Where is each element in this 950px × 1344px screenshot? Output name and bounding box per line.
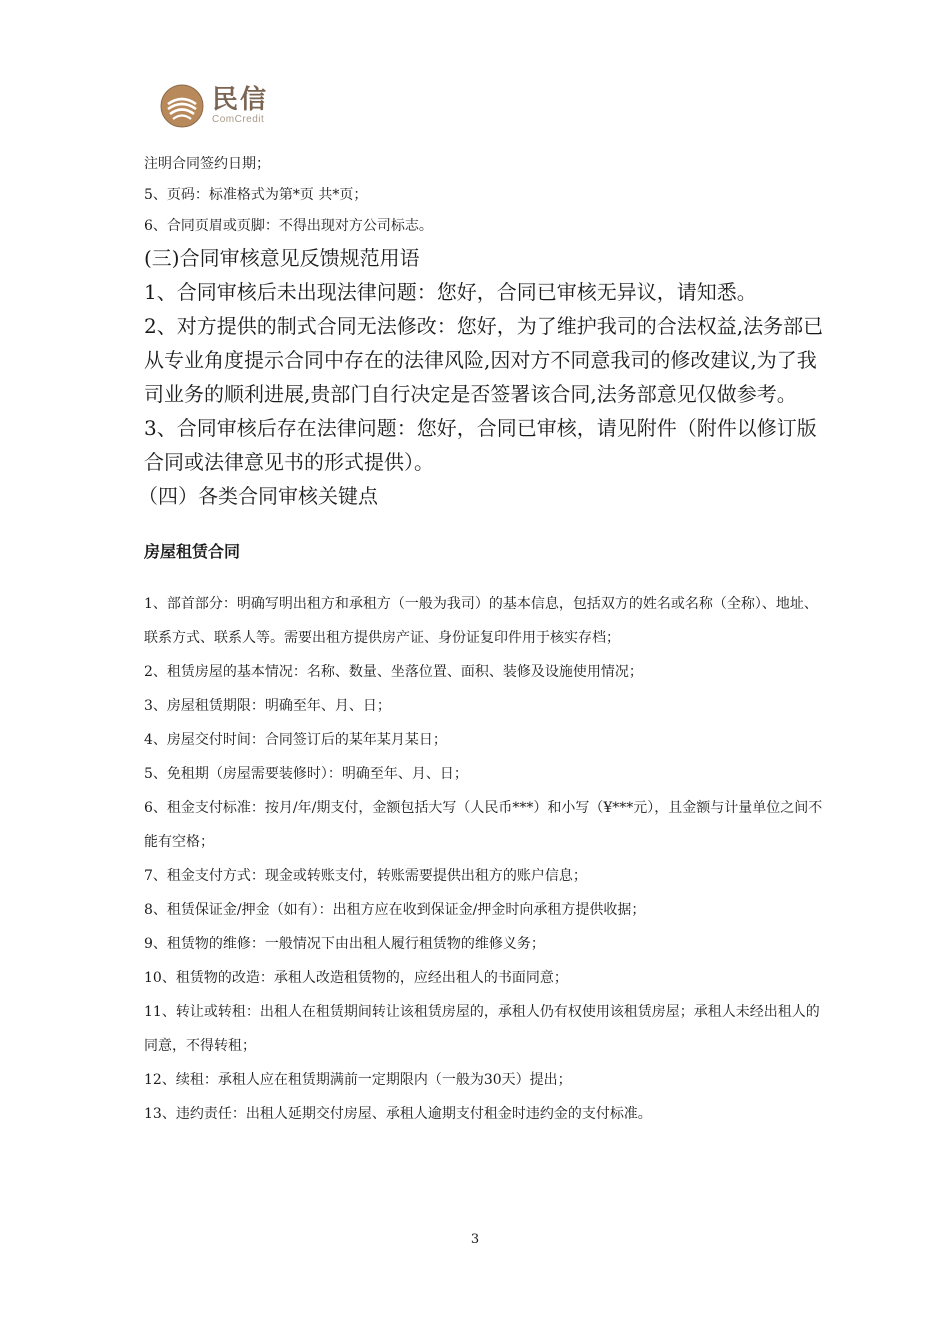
lease-item: 12、续租：承租人应在租赁期满前一定期限内（一般为30天）提出； xyxy=(144,1072,572,1088)
intro-line: 5、页码：标准格式为第*页 共*页； xyxy=(144,187,368,203)
lease-item: 6、租金支付标准：按月/年/期支付，金额包括大写（人民币***）和小写（¥***元），且金额与计量单位之间不能有空格； xyxy=(144,800,823,850)
section-four-heading: （四）各类合同审核关键点 xyxy=(138,484,378,508)
lease-item: 8、租赁保证金/押金（如有）：出租方应在收到保证金/押金时向承租方提供收据； xyxy=(144,902,646,918)
house-lease-heading: 房屋租赁合同 xyxy=(144,542,241,561)
lease-item: 9、租赁物的维修：一般情况下由出租人履行租赁物的维修义务； xyxy=(144,936,545,952)
lease-item: 13、违约责任：出租人延期交付房屋、承租人逾期支付租金时违约金的支付标准。 xyxy=(144,1106,652,1122)
intro-line: 6、合同页眉或页脚：不得出现对方公司标志。 xyxy=(144,218,433,234)
section-three-item: 3、合同审核后存在法律问题：您好，合同已审核，请见附件（附件以修订版合同或法律意见书的形式提供）。 xyxy=(144,416,817,474)
logo-english-name: ComCredit xyxy=(212,114,265,125)
comcredit-logo-icon xyxy=(160,84,204,128)
lease-item: 3、房屋租赁期限：明确至年、月、日； xyxy=(144,698,391,714)
section-three-item: 2、对方提供的制式合同无法修改：您好，为了维护我司的合法权益,法务部已从专业角度提示合同中存在的法律风险,因对方不同意我司的修改建议,为了我司业务的顺利进展,贵部门自行决定是否签署该合同,法务部意见仅做参考。 xyxy=(144,314,824,406)
section-three-item: 1、合同审核后未出现法律问题：您好，合同已审核无异议，请知悉。 xyxy=(144,280,757,304)
intro-line: 注明合同签约日期； xyxy=(144,156,270,172)
logo-text xyxy=(212,86,268,126)
lease-item: 5、免租期（房屋需要装修时）：明确至年、月、日； xyxy=(144,766,468,782)
page-number: 3 xyxy=(470,1232,480,1247)
lease-item: 2、租赁房屋的基本情况：名称、数量、坐落位置、面积、装修及设施使用情况； xyxy=(144,664,643,680)
company-logo xyxy=(160,84,268,128)
document-body xyxy=(138,148,824,1131)
lease-item: 7、租金支付方式：现金或转账支付，转账需要提供出租方的账户信息； xyxy=(144,868,587,884)
logo-chinese-name: 民信 xyxy=(212,85,269,115)
lease-item: 11、转让或转租：出租人在租赁期间转让该租赁房屋的，承租人仍有权使用该租赁房屋；承租人未经出租人的同意，不得转租； xyxy=(144,1004,820,1054)
lease-item: 10、租赁物的改造：承租人改造租赁物的，应经出租人的书面同意； xyxy=(144,970,568,986)
lease-item: 1、部首部分：明确写明出租方和承租方（一般为我司）的基本信息，包括双方的姓名或名称（全称）、地址、联系方式、联系人等。需要出租方提供房产证、身份证复印件用于核实存档； xyxy=(144,596,818,646)
section-three-heading: (三)合同审核意见反馈规范用语 xyxy=(144,246,420,270)
lease-item: 4、房屋交付时间：合同签订后的某年某月某日； xyxy=(144,732,447,748)
